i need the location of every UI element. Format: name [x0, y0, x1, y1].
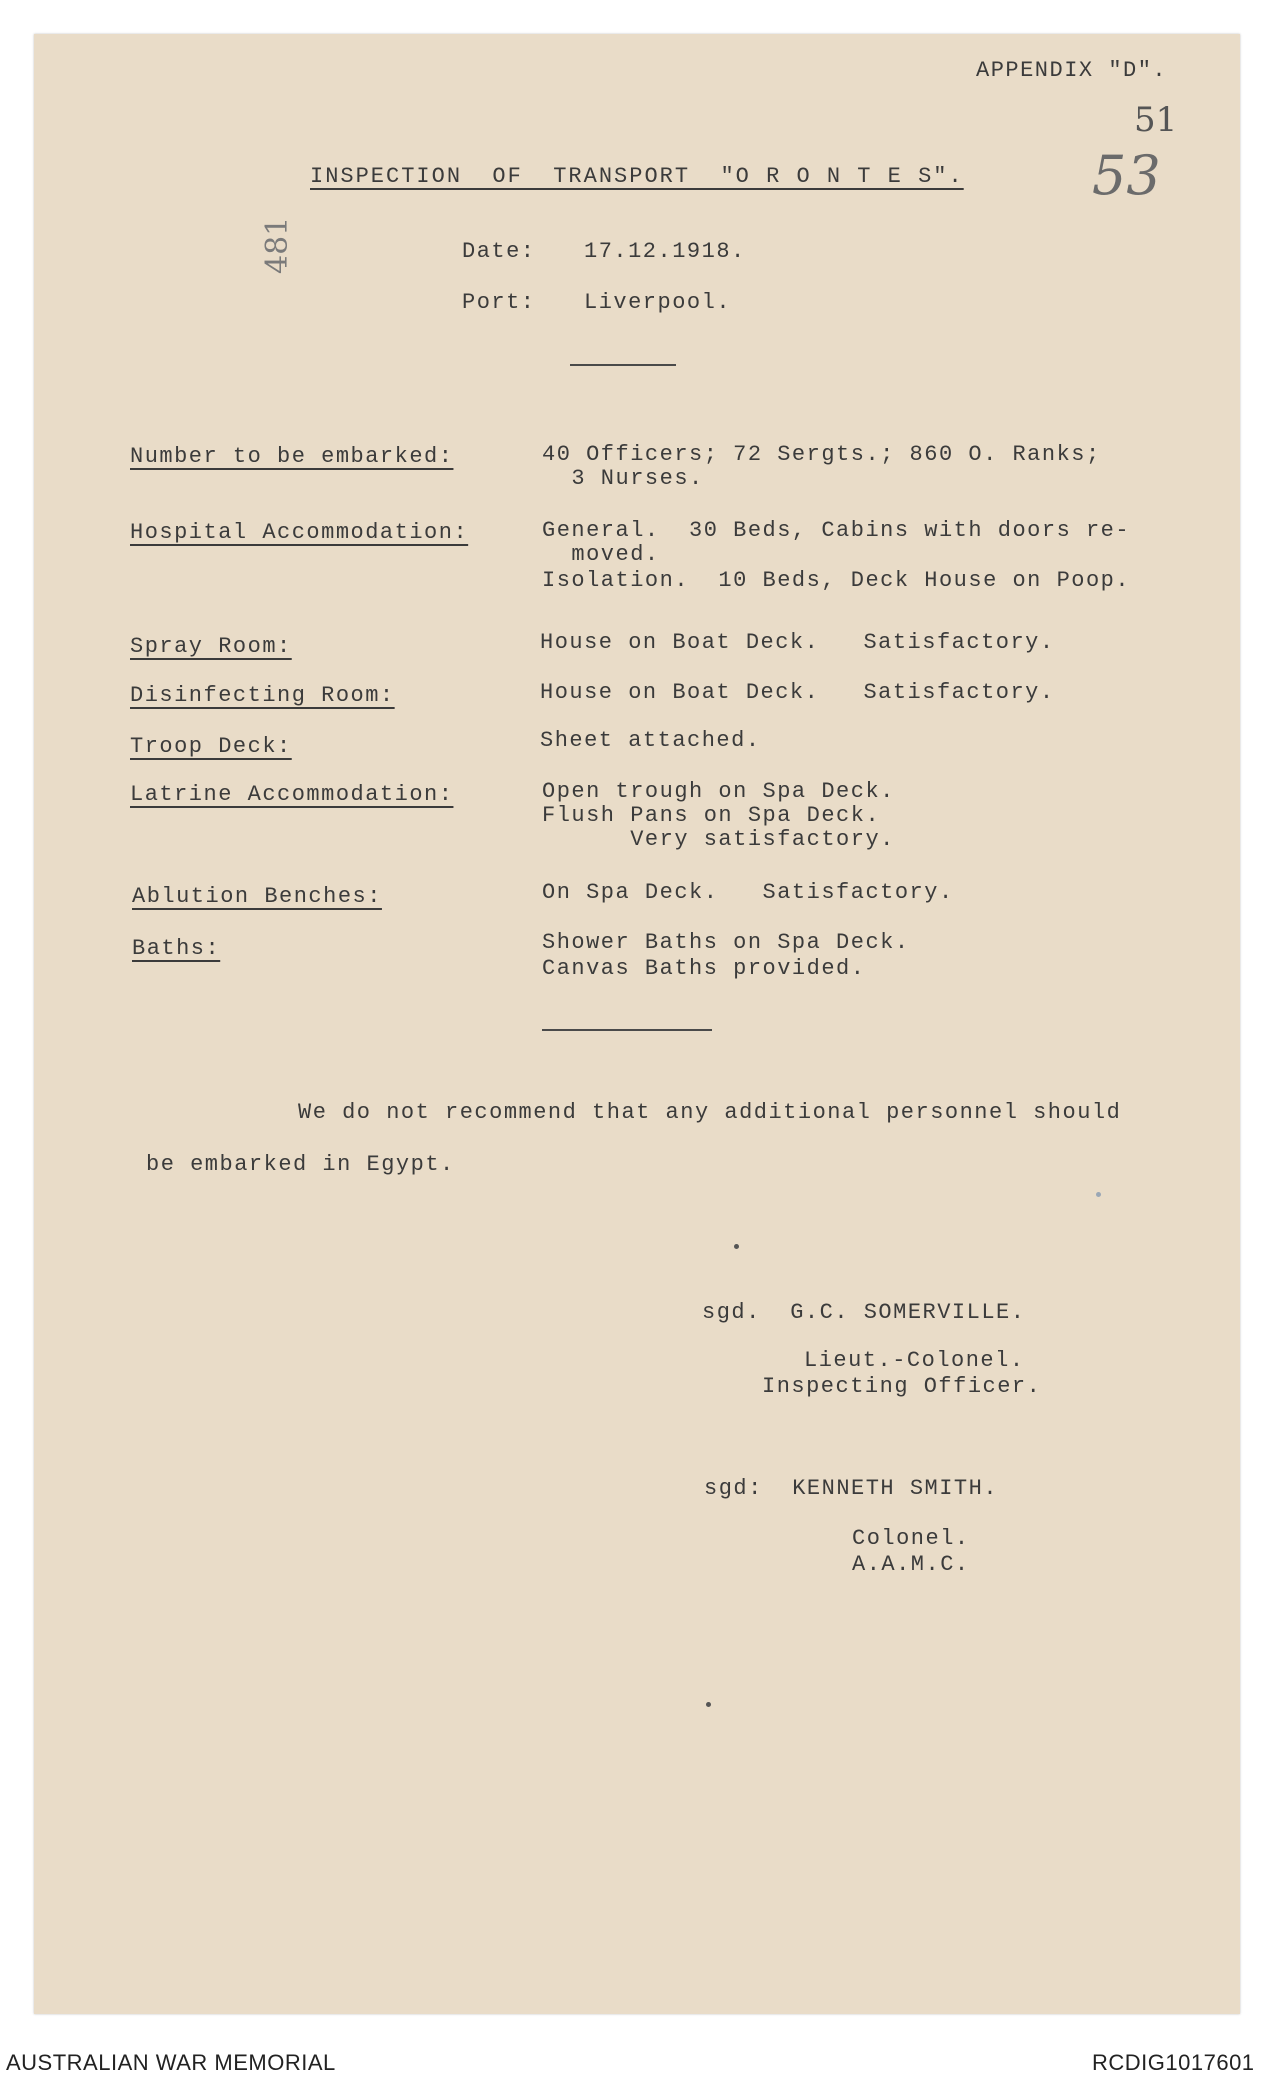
folio-typed-number: 51 [1134, 100, 1178, 140]
signature-rank: Colonel. [852, 1526, 970, 1551]
folio-handwritten-number: 53 [1092, 144, 1161, 207]
row-label-ablution: Ablution Benches: [132, 884, 382, 909]
archive-footer-left: AUSTRALIAN WAR MEMORIAL [6, 2050, 336, 2075]
row-value-line: 40 Officers; 72 Sergts.; 860 O. Ranks; [542, 442, 1101, 467]
archive-footer-right: RCDIG1017601 [1092, 2050, 1255, 2075]
row-label-spray-room: Spray Room: [130, 634, 292, 659]
row-label-number-embarked: Number to be embarked: [130, 444, 454, 469]
row-label-latrine: Latrine Accommodation: [130, 782, 454, 807]
row-value-line: Isolation. 10 Beds, Deck House on Poop. [542, 568, 1131, 593]
recommendation-line: be embarked in Egypt. [146, 1152, 455, 1177]
signature-role: Inspecting Officer. [762, 1374, 1042, 1399]
section-divider [542, 1029, 712, 1031]
row-label-baths: Baths: [132, 936, 221, 961]
paper-speck [734, 1244, 739, 1249]
row-label-troop-deck: Troop Deck: [130, 734, 292, 759]
appendix-label: APPENDIX "D". [976, 58, 1168, 83]
document-page [34, 34, 1240, 2014]
recommendation-line: We do not recommend that any additional personnel should [298, 1100, 1122, 1125]
page-title: INSPECTION OF TRANSPORT "O R O N T E S". [310, 164, 964, 189]
row-value-line: Shower Baths on Spa Deck. [542, 930, 910, 955]
signature-name: sgd. G.C. SOMERVILLE. [702, 1300, 1026, 1325]
port-label: Port: [462, 290, 536, 315]
row-value-line: Flush Pans on Spa Deck. [542, 803, 881, 828]
row-value-line: Canvas Baths provided. [542, 956, 866, 981]
row-label-disinfecting-room: Disinfecting Room: [130, 683, 395, 708]
paper-speck [706, 1702, 711, 1707]
row-value-line: House on Boat Deck. Satisfactory. [540, 680, 1055, 705]
margin-stamp-number: 481 [260, 216, 295, 274]
paper-speck [1096, 1192, 1101, 1197]
row-value-line: Very satisfactory. [542, 827, 895, 852]
port-value: Liverpool. [584, 290, 732, 315]
date-label: Date: [462, 239, 536, 264]
row-value-line: 3 Nurses. [542, 466, 704, 491]
section-divider [570, 364, 676, 366]
row-value-line: On Spa Deck. Satisfactory. [542, 880, 954, 905]
row-value-line: Sheet attached. [540, 728, 761, 753]
signature-name: sgd: KENNETH SMITH. [704, 1476, 999, 1501]
row-value-line: moved. [542, 542, 660, 567]
row-label-hospital: Hospital Accommodation: [130, 520, 469, 545]
row-value-line: General. 30 Beds, Cabins with doors re- [542, 518, 1131, 543]
date-value: 17.12.1918. [584, 239, 746, 264]
signature-unit: A.A.M.C. [852, 1552, 970, 1577]
signature-rank: Lieut.-Colonel. [804, 1348, 1025, 1373]
row-value-line: Open trough on Spa Deck. [542, 779, 895, 804]
row-value-line: House on Boat Deck. Satisfactory. [540, 630, 1055, 655]
